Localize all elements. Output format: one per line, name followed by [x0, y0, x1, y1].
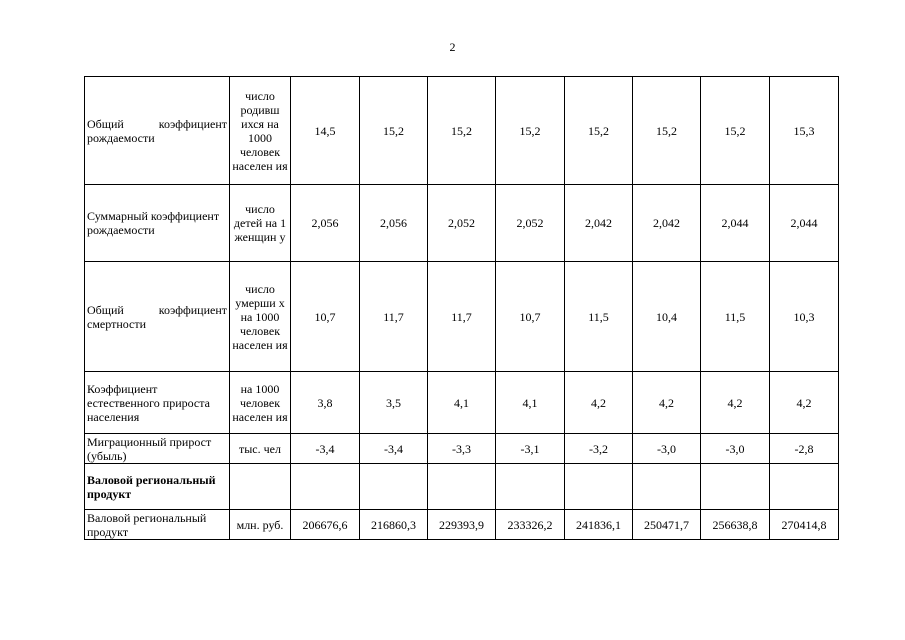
indicator-name: Коэффициент естественного прироста населения — [85, 372, 230, 434]
indicator-name: Суммарный коэффициент рождаемости — [85, 185, 230, 262]
demographic-indicators-table — [84, 76, 839, 540]
empty-cell — [770, 464, 839, 510]
value-cell: -3,4 — [291, 434, 360, 464]
table-row-natural-increase — [85, 372, 839, 434]
indicator-name: Миграционный прирост (убыль) — [85, 434, 230, 464]
value-cell: -3,4 — [360, 434, 428, 464]
unit-cell: число родивш ихся на 1000 человек населен ия — [230, 77, 291, 185]
value-cell: 15,2 — [701, 77, 770, 185]
unit-cell: число детей на 1 женщин у — [230, 185, 291, 262]
value-cell: 4,1 — [428, 372, 496, 434]
empty-cell — [291, 464, 360, 510]
value-cell: 15,2 — [565, 77, 633, 185]
value-cell: 10,7 — [291, 262, 360, 372]
indicator-name: Валовой региональный продукт — [85, 510, 230, 540]
value-cell: 2,052 — [428, 185, 496, 262]
empty-cell — [565, 464, 633, 510]
unit-cell: тыс. чел — [230, 434, 291, 464]
value-cell: 15,3 — [770, 77, 839, 185]
value-cell: 10,3 — [770, 262, 839, 372]
indicator-name: Общий коэффициент рождаемости — [85, 77, 230, 185]
value-cell: 270414,8 — [770, 510, 839, 540]
value-cell: 3,8 — [291, 372, 360, 434]
value-cell: 15,2 — [633, 77, 701, 185]
unit-cell: млн. руб. — [230, 510, 291, 540]
unit-cell: на 1000 человек населен ия — [230, 372, 291, 434]
value-cell: 4,2 — [770, 372, 839, 434]
empty-cell — [230, 464, 291, 510]
value-cell: 233326,2 — [496, 510, 565, 540]
table-row-section-grp — [85, 464, 839, 510]
value-cell: -3,0 — [701, 434, 770, 464]
value-cell: 2,042 — [633, 185, 701, 262]
section-heading: Валовой региональный продукт — [85, 464, 230, 510]
value-cell: 4,1 — [496, 372, 565, 434]
value-cell: 229393,9 — [428, 510, 496, 540]
value-cell: 10,7 — [496, 262, 565, 372]
value-cell: 3,5 — [360, 372, 428, 434]
table-row-birth-rate — [85, 77, 839, 185]
value-cell: 2,056 — [360, 185, 428, 262]
value-cell: 4,2 — [701, 372, 770, 434]
value-cell: 241836,1 — [565, 510, 633, 540]
value-cell: -3,2 — [565, 434, 633, 464]
unit-cell: число умерши х на 1000 человек населен ия — [230, 262, 291, 372]
value-cell: 2,044 — [770, 185, 839, 262]
value-cell: 256638,8 — [701, 510, 770, 540]
empty-cell — [496, 464, 565, 510]
value-cell: 11,7 — [428, 262, 496, 372]
value-cell: 15,2 — [360, 77, 428, 185]
value-cell: 206676,6 — [291, 510, 360, 540]
value-cell: 11,5 — [701, 262, 770, 372]
value-cell: 15,2 — [496, 77, 565, 185]
value-cell: 14,5 — [291, 77, 360, 185]
value-cell: -3,3 — [428, 434, 496, 464]
empty-cell — [360, 464, 428, 510]
value-cell: 2,056 — [291, 185, 360, 262]
value-cell: 2,042 — [565, 185, 633, 262]
value-cell: 2,052 — [496, 185, 565, 262]
indicator-name: Общий коэффициент смертности — [85, 262, 230, 372]
table-row-migration — [85, 434, 839, 464]
table-row-grp — [85, 510, 839, 540]
value-cell: 10,4 — [633, 262, 701, 372]
empty-cell — [633, 464, 701, 510]
table-row-total-fertility — [85, 185, 839, 262]
value-cell: 4,2 — [633, 372, 701, 434]
value-cell: 4,2 — [565, 372, 633, 434]
value-cell: 2,044 — [701, 185, 770, 262]
value-cell: -2,8 — [770, 434, 839, 464]
value-cell: 11,5 — [565, 262, 633, 372]
value-cell: -3,0 — [633, 434, 701, 464]
empty-cell — [701, 464, 770, 510]
page-number: 2 — [449, 40, 456, 54]
value-cell: 15,2 — [428, 77, 496, 185]
value-cell: 250471,7 — [633, 510, 701, 540]
value-cell: 216860,3 — [360, 510, 428, 540]
value-cell: 11,7 — [360, 262, 428, 372]
table-row-death-rate — [85, 262, 839, 372]
empty-cell — [428, 464, 496, 510]
value-cell: -3,1 — [496, 434, 565, 464]
